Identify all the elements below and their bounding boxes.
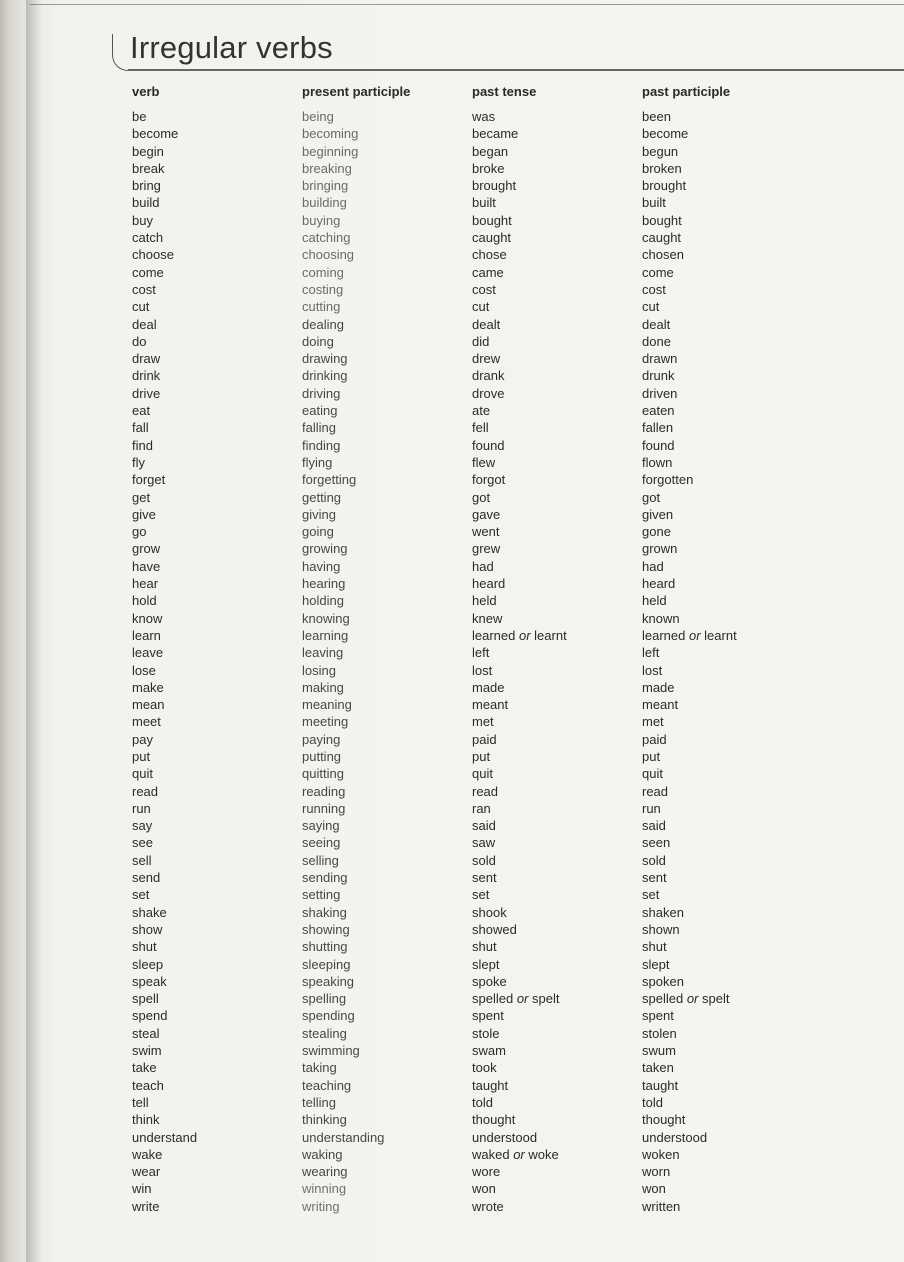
list-item: found (472, 437, 505, 453)
list-item: cost (642, 281, 666, 297)
list-item: spelled or spelt (642, 991, 730, 1007)
list-item: said (472, 818, 496, 834)
list-item: give (132, 506, 156, 522)
list-item: meant (642, 697, 679, 713)
list-item: shut (132, 939, 157, 955)
list-item: made (472, 679, 505, 695)
list-item: quitting (302, 766, 344, 782)
list-item: quit (472, 766, 493, 782)
list-item: come (132, 264, 164, 280)
list-item: learned or learnt (472, 627, 567, 643)
verb-column-header: verb (132, 84, 160, 99)
list-item: wake (132, 1146, 163, 1162)
list-item: forgetting (302, 472, 357, 488)
list-item: thought (642, 1112, 686, 1128)
list-item: teach (132, 1077, 164, 1093)
list-item: slept (642, 956, 670, 972)
list-item: finding (302, 437, 341, 453)
list-item: began (472, 143, 509, 159)
list-item: met (472, 714, 494, 730)
list-item: sleeping (302, 956, 351, 972)
list-item: holding (302, 593, 344, 609)
list-item: beginning (302, 143, 359, 159)
list-item: saying (302, 818, 340, 834)
list-item: begin (132, 143, 164, 159)
list-item: drawn (642, 351, 678, 367)
list-item: put (642, 748, 661, 764)
list-item: written (642, 1198, 681, 1214)
list-item: drank (472, 368, 505, 384)
list-item: wearing (302, 1164, 348, 1180)
list-item: won (642, 1181, 666, 1197)
list-item: telling (302, 1094, 336, 1110)
list-item: flew (472, 454, 496, 470)
list-item: read (472, 783, 499, 799)
list-item: draw (132, 351, 161, 367)
list-item: said (642, 818, 666, 834)
or-connector: or (688, 627, 701, 643)
list-item: show (132, 921, 163, 937)
list-item: read (642, 783, 669, 799)
list-item: caught (642, 230, 682, 246)
list-item: had (472, 558, 494, 574)
list-item: putting (302, 748, 342, 764)
list-item: costing (302, 281, 344, 297)
list-item: built (642, 195, 666, 211)
list-item: shaking (302, 904, 347, 920)
list-item: reading (302, 783, 346, 799)
list-item: set (472, 887, 490, 903)
list-item: chose (472, 247, 507, 263)
list-item: choose (132, 247, 174, 263)
past-tense-column-header: past tense (472, 84, 537, 99)
list-item: buy (132, 212, 153, 228)
list-item: eat (132, 403, 151, 419)
list-item: understood (472, 1129, 538, 1145)
list-item: tell (132, 1094, 149, 1110)
list-item: winning (302, 1181, 347, 1197)
list-item: done (642, 333, 671, 349)
list-item: catch (132, 230, 164, 246)
list-item: learn (132, 627, 161, 643)
list-item: taught (472, 1077, 509, 1093)
list-item: been (642, 109, 671, 124)
past-participle-list (642, 108, 737, 1215)
list-item: find (132, 437, 153, 453)
list-item: writing (302, 1198, 340, 1214)
list-item: worn (642, 1164, 671, 1180)
list-item: met (642, 714, 664, 730)
list-item: buying (302, 212, 341, 228)
list-item: mean (132, 697, 165, 713)
list-item: meet (132, 714, 161, 730)
list-item: known (642, 610, 680, 626)
list-item: build (132, 195, 160, 211)
list-item: lost (472, 662, 493, 678)
list-item: got (472, 489, 491, 505)
binding-shadow (26, 0, 42, 1262)
list-item: hearing (302, 576, 346, 592)
list-item: speak (132, 973, 167, 989)
page-title: Irregular verbs (130, 30, 333, 65)
list-item: sold (642, 852, 666, 868)
list-item: brought (642, 178, 687, 194)
list-item: driven (642, 385, 678, 401)
list-item: sleep (132, 956, 164, 972)
list-item: cost (472, 281, 496, 297)
list-item: speaking (302, 973, 355, 989)
list-item: leaving (302, 645, 344, 661)
list-item: send (132, 870, 161, 886)
list-item: grow (132, 541, 161, 557)
list-item: taught (642, 1077, 679, 1093)
list-item: meaning (302, 697, 352, 713)
list-item: went (472, 524, 500, 540)
list-item: gave (472, 506, 501, 522)
list-item: setting (302, 887, 341, 903)
list-item: got (642, 489, 661, 505)
list-item: swam (472, 1043, 506, 1059)
list-item: coming (302, 264, 344, 280)
past-participle-column (642, 84, 737, 1215)
list-item: dealt (472, 316, 501, 332)
list-item: begun (642, 143, 679, 159)
list-item: having (302, 558, 341, 574)
list-item: be (132, 109, 147, 124)
list-item: sending (302, 870, 348, 886)
list-item: taken (642, 1060, 674, 1076)
list-item: quit (132, 766, 153, 782)
list-item: brought (472, 178, 517, 194)
list-item: shutting (302, 939, 348, 955)
list-item: shake (132, 904, 167, 920)
list-item: running (302, 800, 346, 816)
list-item: chosen (642, 247, 684, 263)
list-item: run (642, 800, 661, 816)
list-item: read (132, 783, 159, 799)
list-item: knew (472, 610, 503, 626)
list-item: won (472, 1181, 496, 1197)
list-item: thinking (302, 1112, 347, 1128)
list-item: drove (472, 385, 505, 401)
list-item: found (642, 437, 675, 453)
list-item: steal (132, 1025, 160, 1041)
list-item: bought (642, 212, 682, 228)
list-item: shaken (642, 904, 684, 920)
top-rule (30, 4, 904, 5)
list-item: fallen (642, 420, 674, 436)
list-item: hold (132, 593, 157, 609)
list-item: bringing (302, 178, 349, 194)
list-item: understanding (302, 1129, 385, 1145)
list-item: think (132, 1112, 160, 1128)
list-item: get (132, 489, 151, 505)
list-item: fly (132, 454, 145, 470)
list-item: breaking (302, 160, 352, 176)
list-item: lose (132, 662, 156, 678)
list-item: showing (302, 921, 350, 937)
list-item: shook (472, 904, 507, 920)
list-item: made (642, 679, 675, 695)
list-item: choosing (302, 247, 355, 263)
list-item: paying (302, 731, 341, 747)
list-item: told (642, 1094, 663, 1110)
list-item: caught (472, 230, 512, 246)
list-item: take (132, 1060, 157, 1076)
list-item: spoke (472, 973, 507, 989)
list-item: meant (472, 697, 509, 713)
list-item: run (132, 800, 151, 816)
list-item: sold (472, 852, 496, 868)
list-item: given (642, 506, 674, 522)
list-item: seen (642, 835, 671, 851)
list-item: paid (642, 731, 667, 747)
list-item: write (132, 1198, 160, 1214)
list-item: become (132, 126, 179, 142)
or-connector: or (518, 627, 531, 643)
list-item: doing (302, 333, 334, 349)
list-item: leave (132, 645, 164, 661)
list-item: left (642, 645, 660, 661)
list-item: growing (302, 541, 348, 557)
list-item: held (642, 593, 667, 609)
title-bracket (112, 34, 131, 71)
past-tense-column (472, 84, 567, 1215)
list-item: come (642, 264, 674, 280)
list-item: held (472, 593, 497, 609)
list-item: teaching (302, 1077, 352, 1093)
present-participle-column-header: present participle (302, 84, 411, 99)
list-item: catching (302, 230, 351, 246)
list-item: gone (642, 524, 671, 540)
list-item: waking (302, 1146, 343, 1162)
list-item: dealt (642, 316, 671, 332)
list-item: came (472, 264, 504, 280)
list-item: heard (642, 576, 676, 592)
list-item: grew (472, 541, 501, 557)
list-item: bring (132, 178, 161, 194)
list-item: understand (132, 1129, 198, 1145)
list-item: lost (642, 662, 663, 678)
list-item: pay (132, 731, 153, 747)
list-item: cut (642, 299, 660, 315)
list-item: stolen (642, 1025, 677, 1041)
list-item: broke (472, 160, 505, 176)
list-item: set (132, 887, 150, 903)
list-item: go (132, 524, 147, 540)
or-connector: or (513, 1146, 525, 1162)
list-item: shut (642, 939, 667, 955)
list-item: sell (132, 852, 152, 868)
list-item: fell (472, 420, 489, 436)
list-item: bought (472, 212, 512, 228)
list-item: swum (642, 1043, 676, 1059)
list-item: swimming (302, 1043, 360, 1059)
list-item: spelled or spelt (472, 991, 560, 1007)
list-item: forgotten (642, 472, 694, 488)
list-item: cost (132, 281, 156, 297)
list-item: quit (642, 766, 663, 782)
list-item: cut (132, 299, 150, 315)
list-item: spent (642, 1008, 674, 1024)
list-item: taking (302, 1060, 337, 1076)
list-item: making (302, 679, 344, 695)
list-item: wear (132, 1164, 161, 1180)
list-item: eating (302, 403, 338, 419)
list-item: learned or learnt (642, 627, 737, 643)
verb-column (132, 84, 197, 1215)
list-item: see (132, 835, 153, 851)
list-item: was (472, 109, 496, 124)
or-connector: or (686, 991, 699, 1007)
list-item: cutting (302, 299, 341, 315)
list-item: set (642, 887, 660, 903)
title-underline (128, 69, 904, 71)
list-item: getting (302, 489, 342, 505)
list-item: became (472, 126, 519, 142)
list-item: woken (642, 1146, 680, 1162)
list-item: being (302, 109, 334, 124)
past-participle-column-header: past participle (642, 84, 731, 99)
list-item: dealing (302, 316, 344, 332)
list-item: fall (132, 420, 149, 436)
list-item: sent (472, 870, 497, 886)
list-item: learning (302, 627, 349, 643)
list-item: building (302, 195, 347, 211)
list-item: showed (472, 921, 517, 937)
list-item: heard (472, 576, 506, 592)
list-item: drink (132, 368, 161, 384)
list-item: falling (302, 420, 336, 436)
list-item: say (132, 818, 153, 834)
or-connector: or (516, 991, 529, 1007)
list-item: broken (642, 160, 682, 176)
list-item: slept (472, 956, 500, 972)
list-item: forgot (472, 472, 506, 488)
list-item: drawing (302, 351, 348, 367)
list-item: driving (302, 385, 341, 401)
list-item: flying (302, 454, 333, 470)
list-item: built (472, 195, 496, 211)
list-item: sent (642, 870, 667, 886)
list-item: break (132, 160, 165, 176)
list-item: grown (642, 541, 678, 557)
list-item: ate (472, 403, 491, 419)
list-item: spent (472, 1008, 504, 1024)
list-item: knowing (302, 610, 350, 626)
list-item: drew (472, 351, 501, 367)
list-item: saw (472, 835, 496, 851)
list-item: shown (642, 921, 680, 937)
list-item: do (132, 333, 147, 349)
list-item: eaten (642, 403, 675, 419)
verb-list (132, 108, 197, 1215)
list-item: put (132, 748, 151, 764)
list-item: have (132, 558, 161, 574)
list-item: did (472, 333, 490, 349)
list-item: win (132, 1181, 152, 1197)
present-participle-column (302, 84, 410, 1215)
list-item: spend (132, 1008, 168, 1024)
list-item: spelling (302, 991, 347, 1007)
list-item: drunk (642, 368, 675, 384)
list-item: left (472, 645, 490, 661)
list-item: hear (132, 576, 159, 592)
list-item: understood (642, 1129, 708, 1145)
list-item: wore (472, 1164, 501, 1180)
list-item: forget (132, 472, 166, 488)
list-item: drive (132, 385, 161, 401)
list-item: stole (472, 1025, 500, 1041)
list-item: paid (472, 731, 497, 747)
list-item: cut (472, 299, 490, 315)
list-item: become (642, 126, 689, 142)
list-item: drinking (302, 368, 348, 384)
list-item: going (302, 524, 334, 540)
list-item: stealing (302, 1025, 347, 1041)
list-item: know (132, 610, 163, 626)
list-item: thought (472, 1112, 516, 1128)
list-item: seeing (302, 835, 341, 851)
list-item: make (132, 679, 164, 695)
list-item: had (642, 558, 664, 574)
list-item: selling (302, 852, 339, 868)
present-participle-list (302, 108, 410, 1215)
list-item: wrote (472, 1198, 504, 1214)
list-item: deal (132, 316, 157, 332)
list-item: shut (472, 939, 497, 955)
list-item: becoming (302, 126, 359, 142)
list-item: told (472, 1094, 493, 1110)
list-item: waked or woke (472, 1146, 559, 1162)
list-item: giving (302, 506, 336, 522)
list-item: put (472, 748, 491, 764)
list-item: losing (302, 662, 336, 678)
list-item: swim (132, 1043, 162, 1059)
list-item: took (472, 1060, 497, 1076)
list-item: spending (302, 1008, 355, 1024)
list-item: spoken (642, 973, 684, 989)
list-item: ran (472, 800, 491, 816)
list-item: flown (642, 454, 673, 470)
list-item: meeting (302, 714, 349, 730)
past-tense-list (472, 108, 567, 1215)
list-item: spell (132, 991, 159, 1007)
